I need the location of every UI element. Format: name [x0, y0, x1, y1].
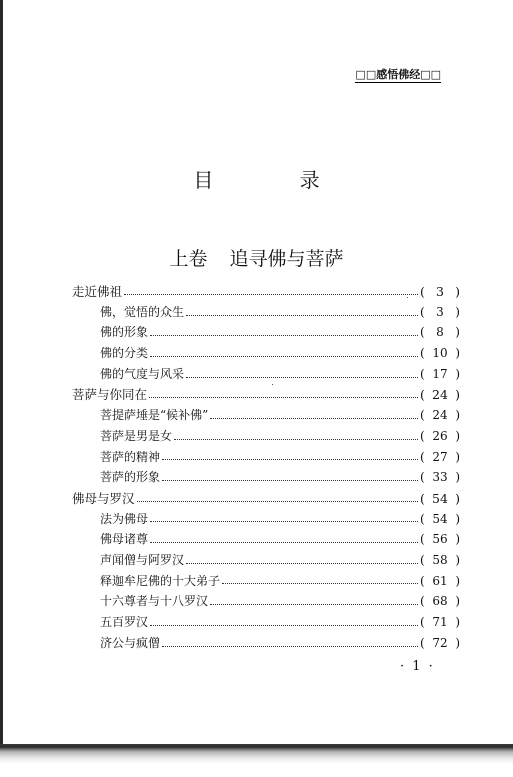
dot-leader [210, 418, 418, 419]
dot-leader [222, 583, 418, 584]
dot-leader [186, 315, 418, 316]
toc-entry-label: 佛的形象 [100, 325, 149, 340]
scan-speck [272, 384, 273, 385]
dot-leader [186, 377, 418, 378]
toc-entry-label: 济公与疯僧 [100, 635, 161, 650]
toc-title: 目 录 [193, 168, 360, 192]
toc-entry-page: ( 24 ) [420, 387, 460, 403]
toc-chapter-entry [72, 489, 460, 510]
toc-section-entry [72, 323, 460, 344]
scan-bottom-edge [0, 744, 513, 777]
part-name: 追寻佛与菩萨 [229, 248, 344, 270]
toc-entry-label: 五百罗汉 [100, 615, 149, 629]
toc-section-entry [72, 530, 460, 551]
toc-entry-page-number: 68 [432, 594, 448, 609]
page-number: · 1 · [400, 659, 435, 674]
toc-entry-page-number: 56 [432, 532, 448, 547]
toc-entry-page: ( 10 ) [420, 346, 460, 361]
dot-leader [150, 625, 418, 626]
toc-entry-label: 菩萨的形象 [100, 470, 161, 485]
toc-entry-page: ( 3 ) [420, 304, 460, 319]
toc-entry-page: ( 54 ) [420, 511, 460, 526]
toc-section-entry [72, 303, 460, 324]
toc-entry-page: ( 54 ) [420, 490, 460, 506]
toc-section-entry [72, 592, 460, 613]
toc-entry-page-number: 61 [432, 573, 448, 588]
toc-section-entry [72, 406, 460, 427]
toc-section-entry [72, 510, 460, 531]
toc-section-entry [72, 365, 460, 386]
dot-leader [124, 294, 418, 295]
toc-entry-page-number: 3 [436, 304, 444, 319]
toc-entry-label: 十六尊者与十八罗汉 [100, 594, 209, 609]
toc-entry-page-number: 54 [432, 511, 448, 526]
toc-entry-page-number: 17 [432, 366, 448, 381]
toc-section-entry [72, 551, 460, 572]
toc-entry-label: 佛的气度与风采 [100, 366, 185, 381]
toc-entry-page: ( 33 ) [420, 470, 460, 485]
toc-entry-label: 菩萨与你同在 [72, 387, 148, 403]
running-header-text: □□感悟佛经□□ [355, 68, 441, 81]
toc-entry-label: 走近佛祖 [72, 284, 123, 299]
toc-section-entry [72, 448, 460, 469]
toc-chapter-entry [72, 282, 460, 303]
toc-entry-page: ( 61 ) [420, 573, 460, 588]
toc-entry-page-number: 8 [436, 325, 444, 340]
dot-leader [162, 459, 418, 460]
toc-entry-page: ( 3 ) [420, 284, 460, 299]
toc-section-entry [72, 572, 460, 593]
scan-speck [407, 297, 408, 298]
toc-section-entry [72, 613, 460, 634]
dot-leader [162, 480, 418, 481]
toc-entry-page-number: 72 [432, 635, 448, 650]
toc-entry-page-number: 33 [432, 470, 448, 485]
dot-leader [174, 439, 418, 440]
toc-entry-page: ( 58 ) [420, 552, 460, 567]
dot-leader [186, 563, 418, 564]
toc-entry-label: 释迦牟尼佛的十大弟子 [100, 573, 221, 588]
toc-section-entry [72, 468, 460, 489]
toc-entry-label: 佛母与罗汉 [72, 490, 135, 506]
toc-entry-page: ( 26 ) [420, 428, 460, 443]
toc-section-entry [72, 634, 460, 655]
toc-section-entry [72, 344, 460, 365]
running-header [355, 66, 441, 82]
toc-entry-label: 菩萨的精神 [100, 449, 161, 464]
toc-chapter-entry [72, 385, 460, 406]
dot-leader [150, 542, 418, 543]
dot-leader [150, 521, 418, 522]
toc-entry-page-number: 26 [432, 428, 448, 443]
toc-entry-page-number: 54 [432, 490, 448, 506]
toc-entry-label: 法为佛母 [100, 511, 149, 526]
toc-entry-page: ( 17 ) [420, 366, 460, 381]
toc-entry-page: ( 56 ) [420, 532, 460, 547]
page-left-edge [0, 0, 3, 745]
header-underline [355, 82, 441, 83]
toc-entry-label: 菩萨是男是女 [100, 428, 173, 443]
dot-leader [210, 604, 418, 605]
toc-entry-label: 菩提萨埵是“候补佛” [100, 408, 209, 423]
toc-entry-label: 佛，觉悟的众生 [100, 304, 185, 319]
toc-entry-page: ( 24 ) [420, 408, 460, 423]
toc-entry-label: 声闻僧与阿罗汉 [100, 552, 185, 567]
dot-leader [150, 356, 418, 357]
toc-section-entry [72, 427, 460, 448]
toc-entry-page: ( 27 ) [420, 449, 460, 464]
dot-leader [137, 501, 418, 502]
toc-entry-page: ( 72 ) [420, 635, 460, 650]
dot-leader [149, 397, 418, 398]
dot-leader [150, 335, 418, 336]
toc-entry-page-number: 3 [436, 284, 444, 299]
toc-entry-page-number: 27 [432, 449, 448, 464]
toc-entry-page: ( 8 ) [420, 325, 460, 340]
toc-entry-label: 佛的分类 [100, 346, 149, 361]
toc-entry-page-number: 24 [432, 408, 448, 423]
toc-entry-page-number: 58 [432, 552, 448, 567]
toc-entry-page: ( 71 ) [420, 615, 460, 629]
part-title [0, 244, 513, 271]
toc-entry-page-number: 71 [432, 615, 448, 629]
toc-entry-page: ( 68 ) [420, 594, 460, 609]
toc-entry-page-number: 10 [432, 346, 448, 361]
toc-entry-label: 佛母诸尊 [100, 532, 149, 547]
dot-leader [162, 646, 418, 647]
part-label: 上卷 [169, 248, 208, 270]
table-of-contents [72, 282, 460, 654]
toc-entry-page-number: 24 [432, 387, 448, 403]
